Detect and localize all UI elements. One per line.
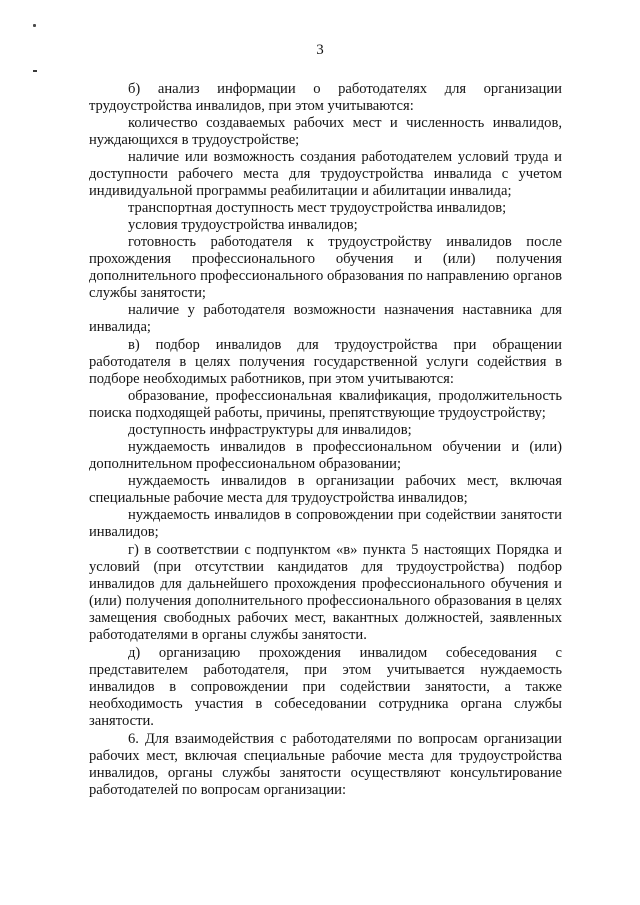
paragraph-workplace-need: нуждаемость инвалидов в организации рабочих мест, включая специальные рабочие места для трудоустройства инвалидов; <box>89 473 562 506</box>
paragraph-d-interview: д) организацию прохождения инвалидом собеседования с представителем работодателя, при этом учитывается нуждаемость инвалидов в сопровождении при содействии занятости, а также необходимость участия в собеседовании сотрудника органа службы занятости. <box>89 645 562 729</box>
paragraph-support-need: нуждаемость инвалидов в сопровождении при содействии занятости инвалидов; <box>89 507 562 540</box>
paragraph-employment-conditions: условия трудоустройства инвалидов; <box>128 217 358 233</box>
document-body <box>89 81 562 799</box>
scan-artifact-mark <box>33 70 37 72</box>
scan-artifact-mark <box>33 24 36 27</box>
paragraph-mentor: наличие у работодателя возможности назначения наставника для инвалида; <box>89 302 562 335</box>
paragraph-b-employer-analysis: б) анализ информации о работодателях для организации трудоустройства инвалидов, при этом учитываются: <box>89 81 562 114</box>
paragraph-work-conditions: наличие или возможность создания работодателем условий труда и доступности рабочего места для трудоустройства инвалида с учетом индивидуальной программы реабилитации и абилитации инвалида; <box>89 149 562 199</box>
paragraph-training-need: нуждаемость инвалидов в профессиональном обучении и (или) дополнительном профессиональном образовании; <box>89 439 562 472</box>
paragraph-education-qualification: образование, профессиональная квалификация, продолжительность поиска подходящей работы, причины, препятствующие трудоустройству; <box>89 388 562 421</box>
paragraph-v-selection: в) подбор инвалидов для трудоустройства при обращении работодателя в целях получения государственной услуги содействия в подборе необходимых работников, при этом учитываются: <box>89 337 562 387</box>
paragraph-infrastructure: доступность инфраструктуры для инвалидов; <box>128 422 412 438</box>
paragraph-jobs-count: количество создаваемых рабочих мест и численность инвалидов, нуждающихся в трудоустройстве; <box>89 115 562 148</box>
paragraph-employer-readiness: готовность работодателя к трудоустройству инвалидов после прохождения профессионального обучения и (или) получения дополнительного профессионального образования по направлению органов службы занятости; <box>89 234 562 301</box>
paragraph-transport-access: транспортная доступность мест трудоустройства инвалидов; <box>128 200 507 216</box>
paragraph-6-consulting: 6. Для взаимодействия с работодателями по вопросам организации рабочих мест, включая специальные рабочие места для трудоустройства инвалидов, органы службы занятости осуществляют консультирование работодателей по вопросам организации: <box>89 731 562 798</box>
paragraph-g-further-training: г) в соответствии с подпунктом «в» пункта 5 настоящих Порядка и условий (при отсутствии кандидатов для трудоустройства) подбор инвалидов для дальнейшего прохождения профессионального обучения и (или) получения дополнительного профессионального образования в целях замещения свободных рабочих мест, вакантных должностей, заявленных работодателями в органы службы занятости. <box>89 542 562 643</box>
page-number: 3 <box>316 42 324 58</box>
